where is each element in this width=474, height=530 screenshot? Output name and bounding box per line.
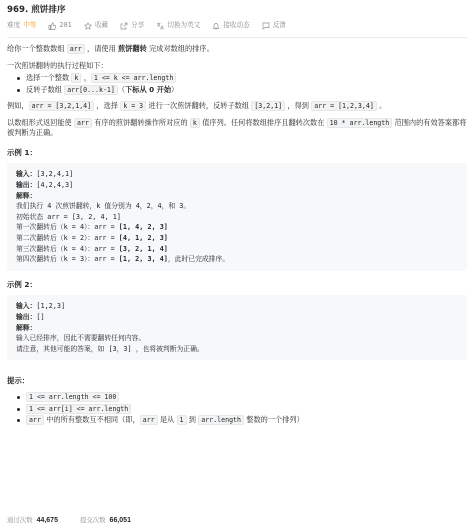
passed-value: 44,675 <box>36 516 58 524</box>
text: 有序的煎饼翻转操作所对应的 <box>91 117 190 127</box>
example-explain <box>16 191 458 202</box>
explain-line: 请注意，其他可能的答案，如 [3，3] ，也将被判断为正确。 <box>16 344 204 353</box>
explain-line <box>16 244 458 255</box>
feedback-icon <box>262 22 270 30</box>
difficulty-value: 中等 <box>23 21 37 30</box>
list-item <box>17 404 467 415</box>
bold-text: [3, 2, 1, 4] <box>118 244 168 253</box>
input-value: [1,2,3] <box>36 302 66 311</box>
inline-code: 1 <= arr[i] <= arr.length <box>26 404 131 414</box>
example-input <box>16 169 458 180</box>
switch-language-button[interactable] <box>156 21 200 31</box>
inline-code: 1 <box>177 415 187 425</box>
input-label: 输入： <box>16 170 37 179</box>
inline-code: arr[0...k-1] <box>64 85 118 95</box>
submitted-count <box>80 516 131 526</box>
share-icon <box>120 22 128 30</box>
example-output <box>16 180 458 191</box>
bold-text: 下标从 0 开始 <box>125 84 172 94</box>
text: 给你一个整数数组 <box>7 44 67 53</box>
explain-line <box>16 254 458 265</box>
inline-code: arr <box>26 415 44 425</box>
text: 第三次翻转后（k = 4）：arr = <box>16 244 119 253</box>
list-item <box>17 392 467 403</box>
passed-count <box>7 516 58 526</box>
text: 到 <box>186 415 199 425</box>
example-1-heading: 示例 1： <box>7 147 37 157</box>
problem-title: 969. 煎饼排序 <box>7 5 66 15</box>
text: ，选择 <box>94 101 121 111</box>
hints-heading: 提示： <box>7 376 30 386</box>
inline-code: [3,2,1] <box>251 101 285 111</box>
share-button[interactable] <box>120 21 144 31</box>
problem-meta-bar <box>7 18 467 34</box>
text: 是从 <box>157 415 177 425</box>
text: ） <box>171 84 179 94</box>
share-label: 分享 <box>131 21 145 30</box>
submitted-label: 提交次数 <box>79 515 106 524</box>
switch-language-label: 切换为英文 <box>167 21 201 30</box>
notify-button[interactable] <box>212 21 249 31</box>
star-icon <box>84 22 92 30</box>
difficulty <box>7 21 36 31</box>
text: 值序列。任何将数组排序且翻转次数在 <box>199 117 327 127</box>
example-explain <box>16 323 458 334</box>
text: （ <box>117 84 126 94</box>
example-1-block <box>7 163 467 270</box>
favorite-label: 收藏 <box>94 21 109 30</box>
inline-code: 1 <= k <= arr.length <box>91 73 176 83</box>
desc-paragraph-3 <box>7 101 467 112</box>
inline-code: arr.length <box>198 415 244 425</box>
inline-code: arr = [1,2,3,4] <box>311 101 377 111</box>
explain-label: 解释： <box>16 323 37 332</box>
inline-code: arr <box>74 118 92 128</box>
inline-code: k = 3 <box>120 101 146 111</box>
text: ， <box>81 72 91 82</box>
explain-line: 输入已经排序，因此不需要翻转任何内容。 <box>16 334 146 343</box>
inline-code: 1 <= arr.length <= 100 <box>26 392 119 402</box>
flip-steps-list <box>17 73 467 95</box>
explain-line: 我们执行 4 次煎饼翻转，k 值分别为 4，2，4，和 3。 <box>16 202 191 211</box>
text: ，请使用 <box>84 44 119 53</box>
favorite-button[interactable] <box>84 21 108 31</box>
meta-divider <box>7 37 467 38</box>
feedback-button[interactable] <box>262 21 286 31</box>
inline-code: arr = [3,2,1,4] <box>29 101 95 111</box>
list-item <box>17 415 467 426</box>
example-2-block <box>7 295 467 360</box>
thumbs-up-icon <box>48 22 56 30</box>
like-button[interactable] <box>48 21 72 31</box>
text: 第二次翻转后（k = 2）：arr = <box>16 233 119 242</box>
text: 例如， <box>7 101 29 111</box>
bold-text: [1, 2, 3, 4] <box>118 255 168 264</box>
list-item <box>17 73 467 84</box>
text: 选择一个整数 <box>26 72 72 82</box>
bold-text: [4, 1, 2, 3] <box>118 233 168 242</box>
text: ，得到 <box>285 101 312 111</box>
stats-footer <box>7 516 131 526</box>
translate-icon <box>156 22 164 30</box>
input-value: [3,2,4,1] <box>36 170 74 179</box>
constraints-list <box>17 392 467 426</box>
output-value: [4,2,4,3] <box>36 180 74 189</box>
desc-paragraph-2: 一次煎饼翻转的执行过程如下： <box>7 60 108 70</box>
text: 整数的一个排列） <box>243 415 304 425</box>
example-2-heading: 示例 2： <box>7 279 37 289</box>
list-item <box>17 85 467 96</box>
text: ，此时已完成排序。 <box>167 255 230 264</box>
bold-text: [1, 4, 2, 3] <box>118 223 168 232</box>
inline-code: 10 * arr.length <box>327 118 393 128</box>
bell-icon <box>212 22 220 30</box>
text: 反转子数组 <box>26 84 65 94</box>
text: 第四次翻转后（k = 3）：arr = <box>16 255 119 264</box>
output-value: [] <box>36 313 45 322</box>
explain-label: 解释： <box>16 191 37 200</box>
output-label: 输出： <box>16 313 37 322</box>
desc-paragraph-4 <box>7 118 467 139</box>
text: 。 <box>376 101 387 111</box>
explain-line: 初始状态 arr = [3, 2, 4, 1] <box>16 212 121 221</box>
inline-code: arr <box>140 415 158 425</box>
text: 进行一次煎饼翻转，反转子数组 <box>146 101 252 111</box>
text: 完成对数组的排序。 <box>146 44 214 53</box>
difficulty-label: 难度 <box>7 21 21 30</box>
inline-code: k <box>71 73 81 83</box>
bold-text: 煎饼翻转 <box>118 44 147 53</box>
explain-line <box>16 222 458 233</box>
feedback-label: 反馈 <box>272 21 286 30</box>
input-label: 输入： <box>16 302 37 311</box>
text: 第一次翻转后（k = 4）：arr = <box>16 223 119 232</box>
passed-label: 通过次数 <box>7 515 33 524</box>
explain-line <box>16 233 458 244</box>
submitted-value: 66,051 <box>109 516 131 524</box>
text: 中的所有整数互不相同（即， <box>43 415 140 425</box>
desc-paragraph-1 <box>7 44 467 55</box>
example-output <box>16 312 458 323</box>
text: 范围内的有效答案都将被判断为正确。 <box>7 117 467 138</box>
inline-code: arr <box>67 44 85 54</box>
example-input <box>16 301 458 312</box>
like-count: 281 <box>59 21 72 30</box>
notify-label: 接收动态 <box>223 21 250 30</box>
output-label: 输出： <box>16 180 37 189</box>
inline-code: k <box>190 118 200 128</box>
text: 以数组形式返回能使 <box>7 117 74 127</box>
